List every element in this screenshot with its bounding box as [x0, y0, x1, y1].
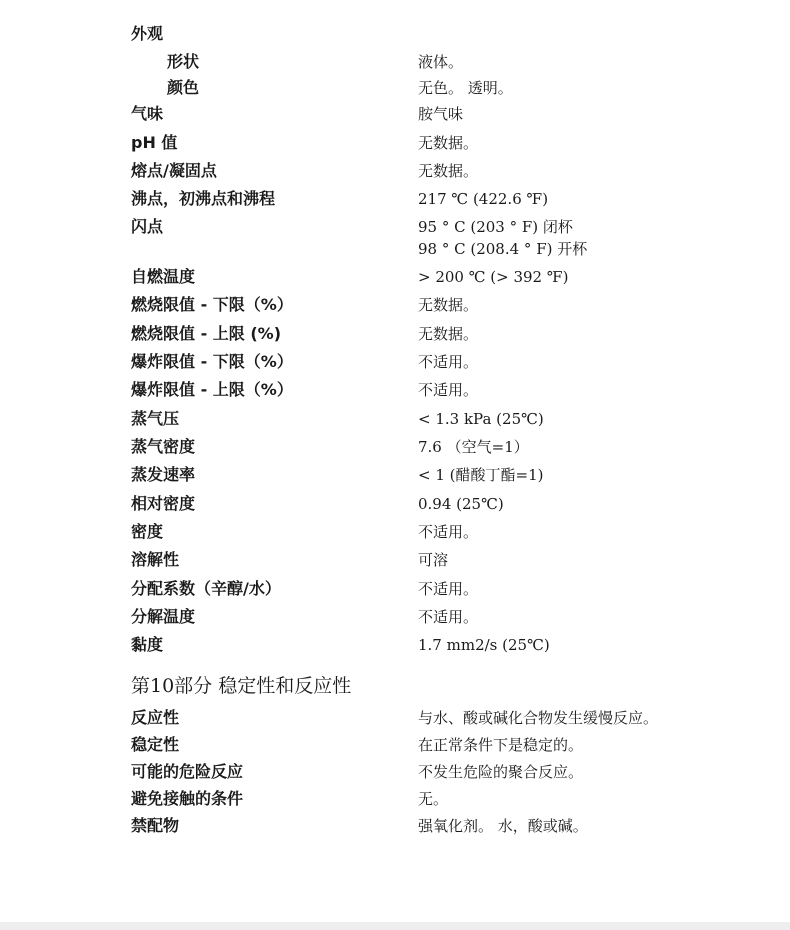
row-conditions-to-avoid	[0, 787, 790, 811]
melting-point-label: 熔点/凝固点	[131, 161, 217, 180]
relative-density-value: 0.94 (25℃)	[418, 495, 504, 513]
row-hazardous-reactions	[0, 760, 790, 784]
row-odor	[0, 102, 790, 126]
vapor-pressure-value: < 1.3 kPa (25℃)	[418, 410, 544, 428]
row-incompatible-materials	[0, 814, 790, 838]
melting-point-value: 无数据。	[418, 162, 479, 180]
row-shape	[0, 50, 790, 74]
flash-point-value	[418, 216, 587, 260]
autoignition-label: 自燃温度	[131, 267, 196, 286]
incompatible-materials-label: 禁配物	[131, 816, 180, 835]
partition-coefficient-value: 不适用。	[418, 580, 479, 598]
row-boiling-point	[0, 187, 790, 211]
hazardous-reactions-label: 可能的危险反应	[131, 762, 244, 781]
color-value: 无色。 透明。	[418, 79, 513, 97]
vapor-pressure-label: 蒸气压	[131, 409, 180, 428]
flammability-lower-value: 无数据。	[418, 296, 479, 314]
row-evaporation-rate	[0, 463, 790, 487]
decomposition-temp-label: 分解温度	[131, 607, 196, 626]
row-ph	[0, 131, 790, 155]
flash-point-open-cup: 98 ° C (208.4 ° F) 开杯	[418, 240, 588, 258]
ph-value: 无数据。	[418, 134, 479, 152]
density-value: 不适用。	[418, 523, 479, 541]
partition-coefficient-label: 分配系数（辛醇/水）	[131, 579, 281, 598]
stability-value: 在正常条件下是稳定的。	[418, 736, 584, 754]
explosive-lower-value: 不适用。	[418, 353, 479, 371]
row-vapor-pressure	[0, 407, 790, 431]
row-autoignition	[0, 265, 790, 289]
conditions-to-avoid-value: 无。	[418, 790, 449, 808]
row-density	[0, 520, 790, 544]
conditions-to-avoid-label: 避免接触的条件	[131, 789, 244, 808]
decomposition-temp-value: 不适用。	[418, 608, 479, 626]
hazardous-reactions-value: 不发生危险的聚合反应。	[418, 763, 584, 781]
boiling-point-label: 沸点，初沸点和沸程	[131, 189, 276, 208]
reactivity-label: 反应性	[131, 708, 180, 727]
vapor-density-label: 蒸气密度	[131, 437, 196, 456]
incompatible-materials-value: 强氧化剂。 水，酸或碱。	[418, 817, 588, 835]
shape-label: 形状	[167, 52, 200, 71]
row-solubility	[0, 548, 790, 572]
ph-label: pH 值	[131, 133, 178, 152]
odor-value: 胺气味	[418, 105, 464, 123]
evaporation-rate-label: 蒸发速率	[131, 465, 196, 484]
flammability-upper-value: 无数据。	[418, 325, 479, 343]
explosive-upper-label: 爆炸限值 - 上限（%）	[131, 380, 293, 399]
shape-value: 液体。	[418, 53, 464, 71]
odor-label: 气味	[131, 104, 164, 123]
row-stability	[0, 733, 790, 757]
viscosity-value: 1.7 mm2/s (25℃)	[418, 636, 550, 654]
page-bottom-edge	[0, 922, 790, 930]
flammability-upper-label: 燃烧限值 - 上限 (%)	[131, 324, 282, 343]
row-vapor-density	[0, 435, 790, 459]
row-flammability-upper	[0, 322, 790, 346]
row-explosive-lower	[0, 350, 790, 374]
row-partition-coefficient	[0, 577, 790, 601]
row-flash-point	[0, 215, 790, 263]
row-reactivity	[0, 706, 790, 730]
explosive-upper-value: 不适用。	[418, 381, 479, 399]
appearance-label: 外观	[131, 24, 164, 43]
relative-density-label: 相对密度	[131, 494, 196, 513]
flammability-lower-label: 燃烧限值 - 下限（%）	[131, 295, 293, 314]
reactivity-value: 与水、酸或碱化合物发生缓慢反应。	[418, 709, 659, 727]
boiling-point-value: 217 ℃ (422.6 ℉)	[418, 190, 549, 208]
row-melting-point	[0, 159, 790, 183]
solubility-label: 溶解性	[131, 550, 180, 569]
row-color	[0, 76, 790, 100]
section-10-title: 第10部分 稳定性和反应性	[131, 675, 352, 697]
evaporation-rate-value: < 1 (醋酸丁酯=1)	[418, 466, 544, 484]
row-viscosity	[0, 633, 790, 657]
vapor-density-value: 7.6 （空气=1）	[418, 438, 529, 456]
stability-label: 稳定性	[131, 735, 180, 754]
viscosity-label: 黏度	[131, 635, 164, 654]
row-flammability-lower	[0, 293, 790, 317]
row-explosive-upper	[0, 378, 790, 402]
row-appearance	[0, 22, 790, 46]
autoignition-value: > 200 ℃ (> 392 ℉)	[418, 268, 569, 286]
row-decomposition-temp	[0, 605, 790, 629]
density-label: 密度	[131, 522, 164, 541]
color-label: 颜色	[167, 78, 200, 97]
solubility-value: 可溶	[418, 551, 449, 569]
row-relative-density	[0, 492, 790, 516]
explosive-lower-label: 爆炸限值 - 下限（%）	[131, 352, 293, 371]
flash-point-label: 闪点	[131, 217, 164, 236]
flash-point-closed-cup: 95 ° C (203 ° F) 闭杯	[418, 218, 573, 236]
